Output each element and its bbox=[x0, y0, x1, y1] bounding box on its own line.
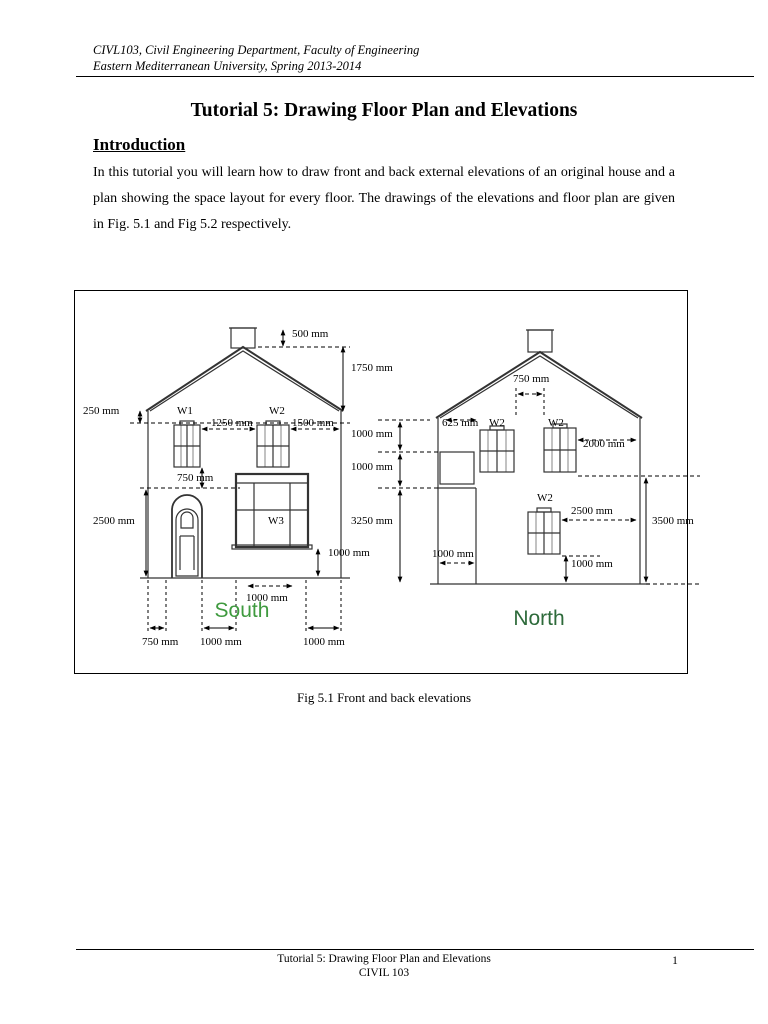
north-dim-2000: 2000 mm bbox=[583, 438, 625, 450]
south-window-w2 bbox=[257, 421, 289, 467]
intro-paragraph: In this tutorial you will learn how to draw front and back external elevations of an original house and a plan showing the space layout for every floor. The drawings of the elevations and floor plan are given in Fig. 5.1 and Fig 5.2 respectively. bbox=[93, 165, 675, 232]
north-chimney bbox=[528, 330, 552, 352]
dim-750-bottom: 750 mm bbox=[142, 636, 179, 648]
dim-1000-bay: 1000 mm bbox=[246, 592, 288, 604]
north-window-w2-lower bbox=[528, 508, 560, 554]
north-dim-750: 750 mm bbox=[513, 373, 550, 385]
north-dim-625: 625 mm bbox=[442, 417, 479, 429]
window-label-w2: W2 bbox=[269, 405, 285, 417]
south-roof bbox=[146, 347, 343, 411]
dim-1000-upper: 1000 mm bbox=[351, 428, 393, 440]
footer-course: CIVIL 103 bbox=[358, 967, 410, 979]
dim-250: 250 mm bbox=[83, 405, 120, 417]
north-window-label-w2-left: W2 bbox=[489, 417, 505, 429]
south-elevation-label: South bbox=[214, 599, 270, 622]
north-elevation-label: North bbox=[513, 607, 565, 630]
elevations-drawing bbox=[75, 291, 694, 673]
south-elevation bbox=[140, 328, 350, 578]
footer-title: Tutorial 5: Drawing Floor Plan and Elevations bbox=[277, 953, 491, 965]
north-extension-window bbox=[440, 452, 474, 484]
dim-1000-sill: 1000 mm bbox=[328, 547, 370, 559]
dim-3250: 3250 mm bbox=[351, 515, 393, 527]
dim-500: 500 mm bbox=[292, 328, 329, 340]
dim-750-vertical: 750 mm bbox=[177, 472, 214, 484]
north-dim-3500: 3500 mm bbox=[652, 515, 694, 527]
north-window-label-w2-lower: W2 bbox=[537, 492, 553, 504]
window-label-w3: W3 bbox=[268, 515, 284, 527]
dim-1000-middle: 1000 mm bbox=[351, 461, 393, 473]
south-door bbox=[172, 495, 202, 578]
footer-divider bbox=[76, 949, 754, 950]
dim-1500: 1500 mm bbox=[292, 417, 334, 429]
north-window-w2-upper-left bbox=[480, 426, 514, 472]
document-title: Tutorial 5: Drawing Floor Plan and Elevations bbox=[190, 100, 578, 121]
north-window-w2-upper-right bbox=[544, 424, 576, 472]
south-chimney bbox=[231, 328, 255, 348]
header-course-line: CIVL103, Civil Engineering Department, Faculty of Engineering bbox=[93, 43, 420, 57]
page-number: 1 bbox=[672, 955, 678, 967]
north-elevation bbox=[430, 330, 650, 584]
north-dim-2500: 2500 mm bbox=[571, 505, 613, 517]
north-dim-1000-left: 1000 mm bbox=[432, 548, 474, 560]
dim-1000-bottom-right: 1000 mm bbox=[303, 636, 345, 648]
north-window-label-w2-right: W2 bbox=[548, 417, 564, 429]
section-heading: Introduction bbox=[93, 135, 186, 154]
south-window-w1 bbox=[174, 421, 200, 467]
dim-1000-bottom-left: 1000 mm bbox=[200, 636, 242, 648]
north-dim-1000-right: 1000 mm bbox=[571, 558, 613, 570]
dim-1250: 1250 mm bbox=[211, 417, 253, 429]
dim-1750: 1750 mm bbox=[351, 362, 393, 374]
south-window-w3 bbox=[232, 474, 312, 549]
header-divider bbox=[76, 76, 754, 77]
header-university-line: Eastern Mediterranean University, Spring 2013-2014 bbox=[93, 59, 362, 73]
dim-2500: 2500 mm bbox=[93, 515, 135, 527]
north-roof bbox=[436, 352, 642, 418]
window-label-w1: W1 bbox=[177, 405, 193, 417]
figure-caption: Fig 5.1 Front and back elevations bbox=[296, 690, 472, 705]
